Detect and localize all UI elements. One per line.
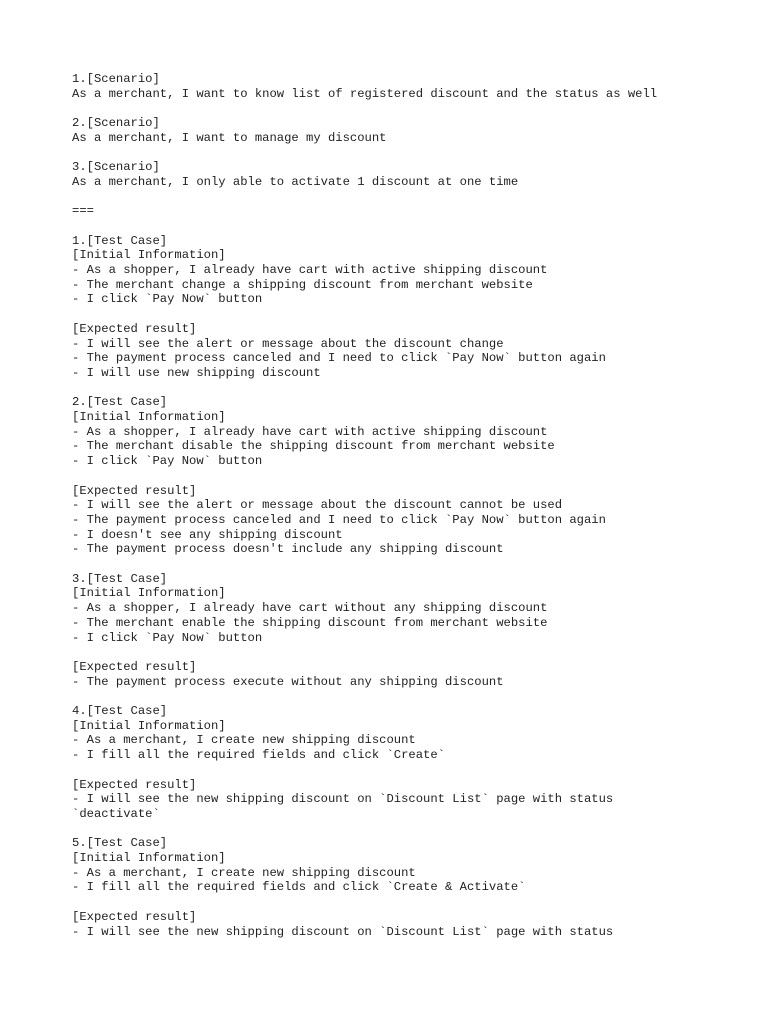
list-item: - I will see the new shipping discount on `Discount List` page with status (72, 924, 614, 939)
list-item: - As a merchant, I create new shipping discount (72, 865, 416, 880)
subsection-label: [Expected result] (72, 321, 197, 336)
test-case-1-expected (72, 322, 712, 381)
scenario-heading: 3.[Scenario] (72, 160, 160, 175)
list-item: - I fill all the required fields and click `Create & Activate` (72, 880, 526, 895)
document-body (72, 72, 712, 954)
scenario-1 (72, 72, 712, 101)
list-item: - The payment process doesn't include any shipping discount (72, 542, 504, 557)
subsection-label: [Initial Information] (72, 586, 226, 601)
list-item: - I will use new shipping discount (72, 365, 321, 380)
section-separator (72, 204, 712, 219)
list-item: - I click `Pay Now` button (72, 292, 263, 307)
list-item: - The merchant disable the shipping discount from merchant website (72, 439, 555, 454)
test-case-heading: 1.[Test Case] (72, 233, 168, 248)
scenario-heading: 1.[Scenario] (72, 72, 160, 86)
test-case-heading: 4.[Test Case] (72, 704, 168, 719)
test-case-5-expected (72, 910, 712, 939)
scenario-heading: 2.[Scenario] (72, 116, 160, 131)
test-case-4-initial (72, 704, 712, 763)
test-case-2-expected (72, 484, 712, 558)
scenario-2 (72, 116, 712, 145)
list-item: - The merchant enable the shipping discount from merchant website (72, 615, 548, 630)
list-item: - As a shopper, I already have cart with active shipping discount (72, 424, 548, 439)
scenario-text: As a merchant, I want to know list of registered discount and the status as well (72, 86, 658, 101)
test-case-2-initial (72, 395, 712, 469)
list-item: - The payment process canceled and I need to click `Pay Now` button again (72, 512, 606, 527)
list-item: - As a merchant, I create new shipping discount (72, 733, 416, 748)
subsection-label: [Expected result] (72, 909, 197, 924)
test-case-1-initial (72, 234, 712, 308)
test-case-heading: 5.[Test Case] (72, 836, 168, 851)
separator-text: === (72, 204, 94, 219)
list-item: - I doesn't see any shipping discount (72, 527, 343, 542)
subsection-label: [Initial Information] (72, 248, 226, 263)
subsection-label: [Expected result] (72, 777, 197, 792)
list-item: - I click `Pay Now` button (72, 630, 263, 645)
list-item: - The payment process canceled and I need to click `Pay Now` button again (72, 351, 606, 366)
list-item: - I fill all the required fields and click `Create` (72, 748, 445, 763)
test-case-3-expected (72, 660, 712, 689)
list-item-continuation: `deactivate` (72, 806, 160, 821)
test-case-heading: 3.[Test Case] (72, 571, 168, 586)
scenario-text: As a merchant, I only able to activate 1 discount at one time (72, 174, 519, 189)
list-item: - I will see the alert or message about the discount cannot be used (72, 498, 563, 513)
test-case-heading: 2.[Test Case] (72, 395, 168, 410)
subsection-label: [Expected result] (72, 659, 197, 674)
list-item: - The payment process execute without any shipping discount (72, 674, 504, 689)
subsection-label: [Initial Information] (72, 410, 226, 425)
scenario-text: As a merchant, I want to manage my discount (72, 130, 387, 145)
test-case-5-initial (72, 836, 712, 895)
list-item: - I will see the new shipping discount on `Discount List` page with status (72, 792, 614, 807)
list-item: - I will see the alert or message about the discount change (72, 336, 504, 351)
test-case-4-expected (72, 778, 712, 822)
list-item: - I click `Pay Now` button (72, 454, 263, 469)
list-item: - As a shopper, I already have cart with active shipping discount (72, 263, 548, 278)
subsection-label: [Expected result] (72, 483, 197, 498)
subsection-label: [Initial Information] (72, 851, 226, 866)
subsection-label: [Initial Information] (72, 718, 226, 733)
list-item: - The merchant change a shipping discount from merchant website (72, 277, 533, 292)
list-item: - As a shopper, I already have cart without any shipping discount (72, 601, 548, 616)
scenario-3 (72, 160, 712, 189)
test-case-3-initial (72, 572, 712, 646)
